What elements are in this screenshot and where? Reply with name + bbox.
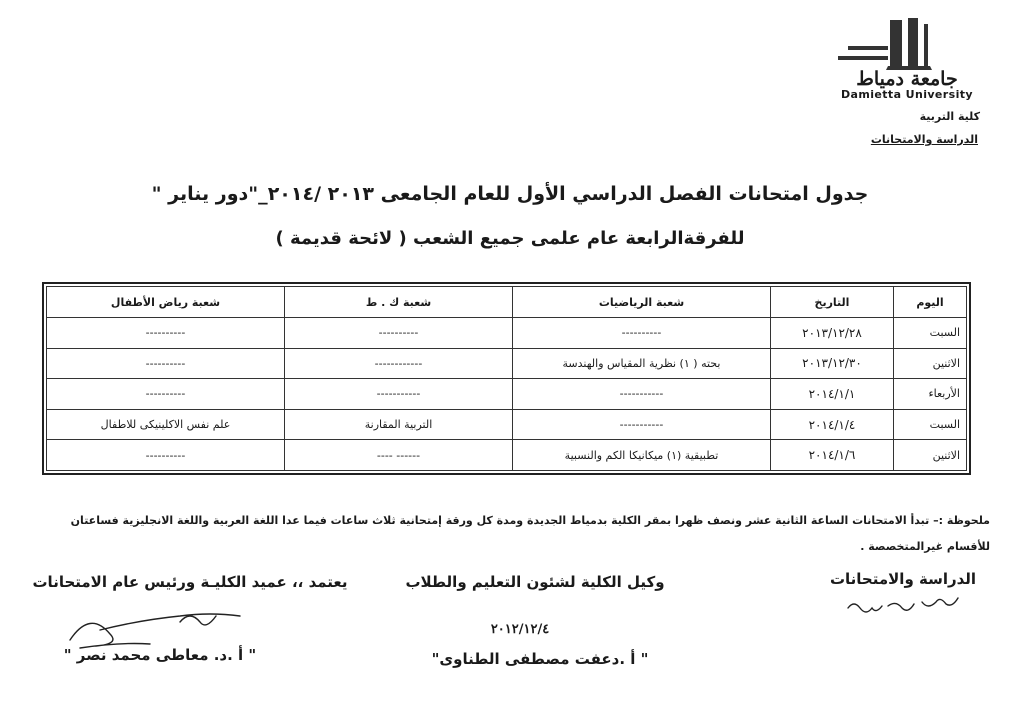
cell-math: بحته ( ١) نظرية المقياس والهندسة — [513, 348, 771, 379]
header-kindergarten: شعبة رياض الأطفال — [47, 287, 285, 318]
cell-math: ----------- — [513, 409, 771, 440]
signature-exams-dept — [818, 570, 988, 632]
header-day: اليوم — [894, 287, 967, 318]
cell-kindergarten: ---------- — [47, 318, 285, 349]
cell-kindergarten: علم نفس الاكلينيكى للاطفال — [47, 409, 285, 440]
note-text: ملحوظة :– تبدأ الامتحانات الساعة الثانية عشر ونصف ظهرا بمقر الكلية بدمياط الجديدة ومدة كل ورقة إمتحانية ثلاث ساعات فيما عدا اللغة العربية واللغة الانجليزية فساعتان — [70, 514, 990, 527]
table-row — [47, 318, 967, 349]
signature-title: وكيل الكلية لشئون التعليم والطلاب — [405, 573, 665, 591]
signature-title: يعتمد ،، عميد الكليـة ورئيس عام الامتحانات — [32, 573, 348, 591]
signature-vice-dean — [400, 573, 670, 591]
cell-date: ٢٠١٤/١/١ — [771, 379, 894, 410]
cell-math: تطبيقية (١) ميكانيكا الكم والنسبية — [513, 440, 771, 471]
cell-kindergarten: ---------- — [47, 440, 285, 471]
cell-day: الأربعاء — [894, 379, 967, 410]
cell-day: السبت — [894, 409, 967, 440]
faculty-name: كلية التربية — [919, 110, 980, 123]
cell-date: ٢٠١٣/١٢/٢٨ — [771, 318, 894, 349]
cell-kindergarten: ---------- — [47, 348, 285, 379]
cell-date: ٢٠١٤/١/٤ — [771, 409, 894, 440]
signature-title: الدراسة والامتحانات — [829, 570, 977, 588]
header-date: التاريخ — [771, 287, 894, 318]
university-name-ar: جامعة دمياط — [856, 68, 958, 90]
table-row — [47, 440, 967, 471]
university-name-en: Damietta University — [841, 88, 973, 101]
table-row — [47, 348, 967, 379]
cell-math: ---------- — [513, 318, 771, 349]
handwritten-signature — [818, 588, 988, 628]
header-math: شعبة الرياضيات — [513, 287, 771, 318]
cell-day: الاثنين — [894, 348, 967, 379]
department-name: الدراسة والامتحانات — [870, 133, 978, 146]
table-header-row — [47, 287, 967, 318]
signatory-name: " أ .د. معاطى محمد نصر " — [63, 646, 257, 664]
cell-day: السبت — [894, 318, 967, 349]
cell-kt: ---------- — [285, 318, 513, 349]
schedule-subtitle: للفرقةالرابعة عام علمى جميع الشعب ( لائحة قديمة ) — [275, 228, 745, 249]
cell-kindergarten: ---------- — [47, 379, 285, 410]
cell-kt: ----------- — [285, 379, 513, 410]
signatory-name: " أ .دعفت مصطفى الطناوى" — [431, 650, 649, 668]
signature-date: ٢٠١٢/١٢/٤ — [490, 622, 550, 637]
cell-math: ----------- — [513, 379, 771, 410]
schedule-title: جدول امتحانات الفصل الدراسي الأول للعام الجامعى ٢٠١٣ /٢٠١٤_"دور يناير " — [151, 183, 869, 205]
cell-date: ٢٠١٤/١/٦ — [771, 440, 894, 471]
cell-kt: ------ ---- — [285, 440, 513, 471]
signature-dean — [30, 573, 350, 591]
header-kt: شعبة ك . ط — [285, 287, 513, 318]
table-row — [47, 409, 967, 440]
cell-kt: التربية المقارنة — [285, 409, 513, 440]
cell-kt: ------------ — [285, 348, 513, 379]
exam-schedule-table — [42, 282, 971, 475]
cell-date: ٢٠١٣/١٢/٣٠ — [771, 348, 894, 379]
table-row — [47, 379, 967, 410]
cell-day: الاثنين — [894, 440, 967, 471]
note-text-continued: للأقسام غيرالمتخصصة . — [860, 540, 990, 553]
